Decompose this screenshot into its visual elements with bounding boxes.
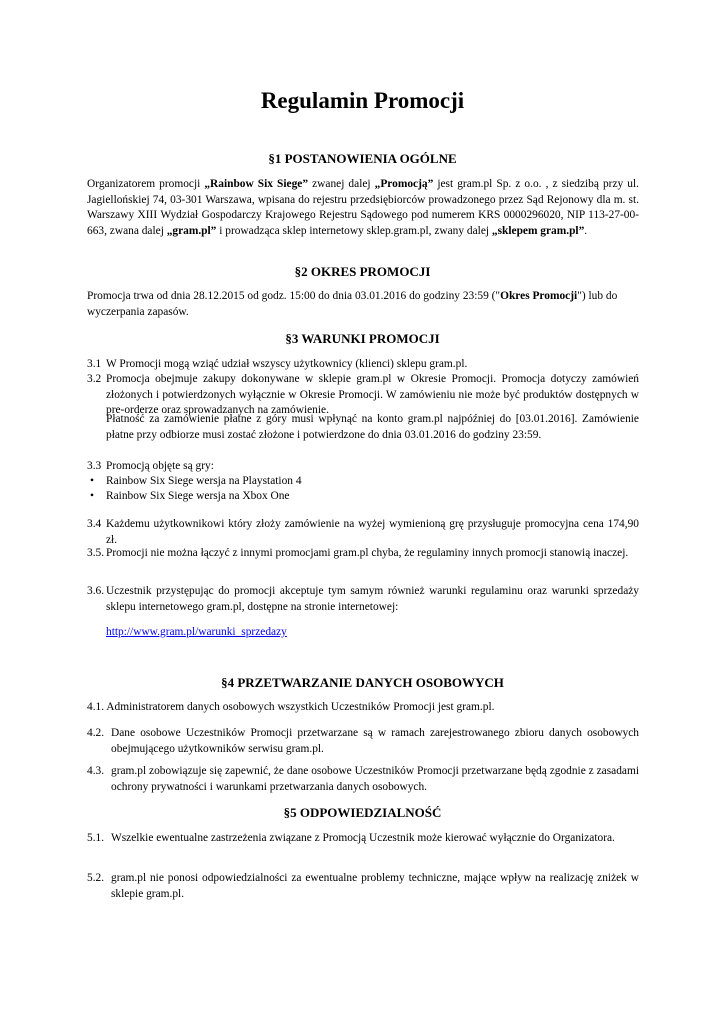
s1-text-b: zwanej dalej [308, 178, 375, 190]
item-3-6-text: Uczestnik przystępując do promocji akceptuje tym samym również warunki regulaminu oraz warunki sprzedaży sklepu internetowego gram.pl, dostępne na stronie internetowej: [106, 585, 639, 613]
s1-text-a: Organizatorem promocji [87, 178, 205, 190]
item-3-4-number: 3.4 [87, 518, 102, 530]
item-3-5-text: Promocji nie można łączyć z innymi promocjami gram.pl chyba, że regulaminy innych promocji stanowią inaczej. [106, 547, 629, 559]
item-3-6-number: 3.6. [87, 585, 105, 597]
promo-alias: „Promocją” [374, 178, 434, 190]
section-2-heading: §2 OKRES PROMOCJI [294, 264, 431, 279]
bullet-icon: • [90, 490, 94, 502]
document-title: Regulamin Promocji [260, 88, 465, 113]
item-4-1-text: 4.1. Administratorem danych osobowych wszystkich Uczestników Promocji jest gram.pl. [87, 701, 495, 713]
section-4-heading: §4 PRZETWARZANIE DANYCH OSOBOWYCH [221, 675, 504, 690]
item-3-3-number: 3.3 [87, 460, 102, 472]
terms-link-line [106, 625, 639, 641]
item-5-1-number: 5.1. [87, 832, 105, 844]
item-5-1-text: Wszelkie ewentualne zastrzeżenia związane z Promocją Uczestnik może kierować wyłącznie do Organizatora. [111, 832, 615, 844]
game-list-item: Rainbow Six Siege wersja na Playstation 4 [106, 475, 302, 487]
item-3-2-text: Promocja obejmuje zakupy dokonywane w sklepie gram.pl w Okresie Promocji. Promocja dotyczy zamówień złożonych i potwierdzonych wyłącznie w Okresie Promocji. W zamówieniu nie może być produktów dostępnych w pre-orderze oraz sprowadzanych na zamówienie. [106, 373, 639, 416]
s1-text-c: jest gram.pl Sp. z o.o. , z siedzibą przy ul. Jagiellońskiej 74, 03-301 Warszawa, wpisana do rejestru przedsiębiorców prowadzonego przez Sąd Rejonowy dla m. st. Warszawy XIII Wydział Gospodarczy Krajowego Rejestru Sądowego pod numerem KRS 0000296020, NIP 113-27-00-663, zwana dalej [87, 178, 639, 237]
item-4-3-text: gram.pl zobowiązuje się zapewnić, że dane osobowe Uczestników Promocji przetwarzane będą zgodnie z zasadami ochrony prywatności i warunkami przetwarzania danych osobowych. [111, 765, 639, 793]
s2-text-a: Promocja trwa od dnia 28.12.2015 od godz. 15:00 do dnia 03.01.2016 do godziny 23:59 (" [87, 290, 501, 302]
section-3-heading: §3 WARUNKI PROMOCJI [285, 331, 440, 346]
shop-alias: „sklepem gram.pl” [491, 224, 585, 237]
s1-text-e: . [584, 224, 588, 237]
bullet-icon: • [90, 475, 94, 487]
item-5-2-number: 5.2. [87, 872, 105, 884]
game-list-item: Rainbow Six Siege wersja na Xbox One [106, 490, 290, 502]
item-4-2-text: Dane osobowe Uczestników Promocji przetwarzane są w ramach zarejestrowanego zbioru danych osobowych obejmującego użytkowników serwisu gram.pl. [111, 727, 639, 755]
section-1-paragraph [87, 177, 639, 239]
section-5-heading: §5 ODPOWIEDZIALNOŚĆ [283, 805, 442, 820]
item-3-4-text: Każdemu użytkownikowi który złoży zamówienie na wyżej wymienioną grę przysługuje promocyjna cena 174,90 zł. [106, 518, 639, 546]
s1-text-d: i prowadząca sklep internetowy sklep.gram.pl, zwany dalej [216, 224, 492, 237]
item-3-1-number: 3.1 [87, 358, 102, 370]
terms-of-sale-link[interactable]: http://www.gram.pl/warunki_sprzedazy [106, 626, 287, 638]
item-3-2-payment-text: Płatność za zamówienie płatne z góry musi wpłynąć na konto gram.pl najpóźniej do [03.01.2016]. Zamówienie płatne przy odbiorze musi zostać złożone i potwierdzone do dnia 03.01.2016 do godziny 23:59. [106, 413, 639, 441]
item-3-3-text: Promocją objęte są gry: [106, 460, 214, 472]
section-2-paragraph [87, 289, 639, 320]
item-5-2-text: gram.pl nie ponosi odpowiedzialności za ewentualne problemy techniczne, mające wpływ na realizację zniżek w sklepie gram.pl. [111, 872, 639, 900]
promo-period-name: Okres Promocji [500, 290, 578, 302]
item-3-1-text: W Promocji mogą wziąć udział wszyscy użytkownicy (klienci) sklepu gram.pl. [106, 358, 468, 370]
item-4-2-number: 4.2. [87, 727, 105, 739]
item-3-2-number: 3.2 [87, 373, 102, 385]
company-alias: „gram.pl” [166, 224, 217, 237]
item-3-5-number: 3.5. [87, 547, 105, 559]
section-1-heading: §1 POSTANOWIENIA OGÓLNE [268, 151, 457, 166]
promo-name: „Rainbow Six Siege” [204, 178, 309, 190]
s2-text-b: ") lub do wyczerpania zapasów. [87, 290, 618, 318]
item-4-3-number: 4.3. [87, 765, 105, 777]
